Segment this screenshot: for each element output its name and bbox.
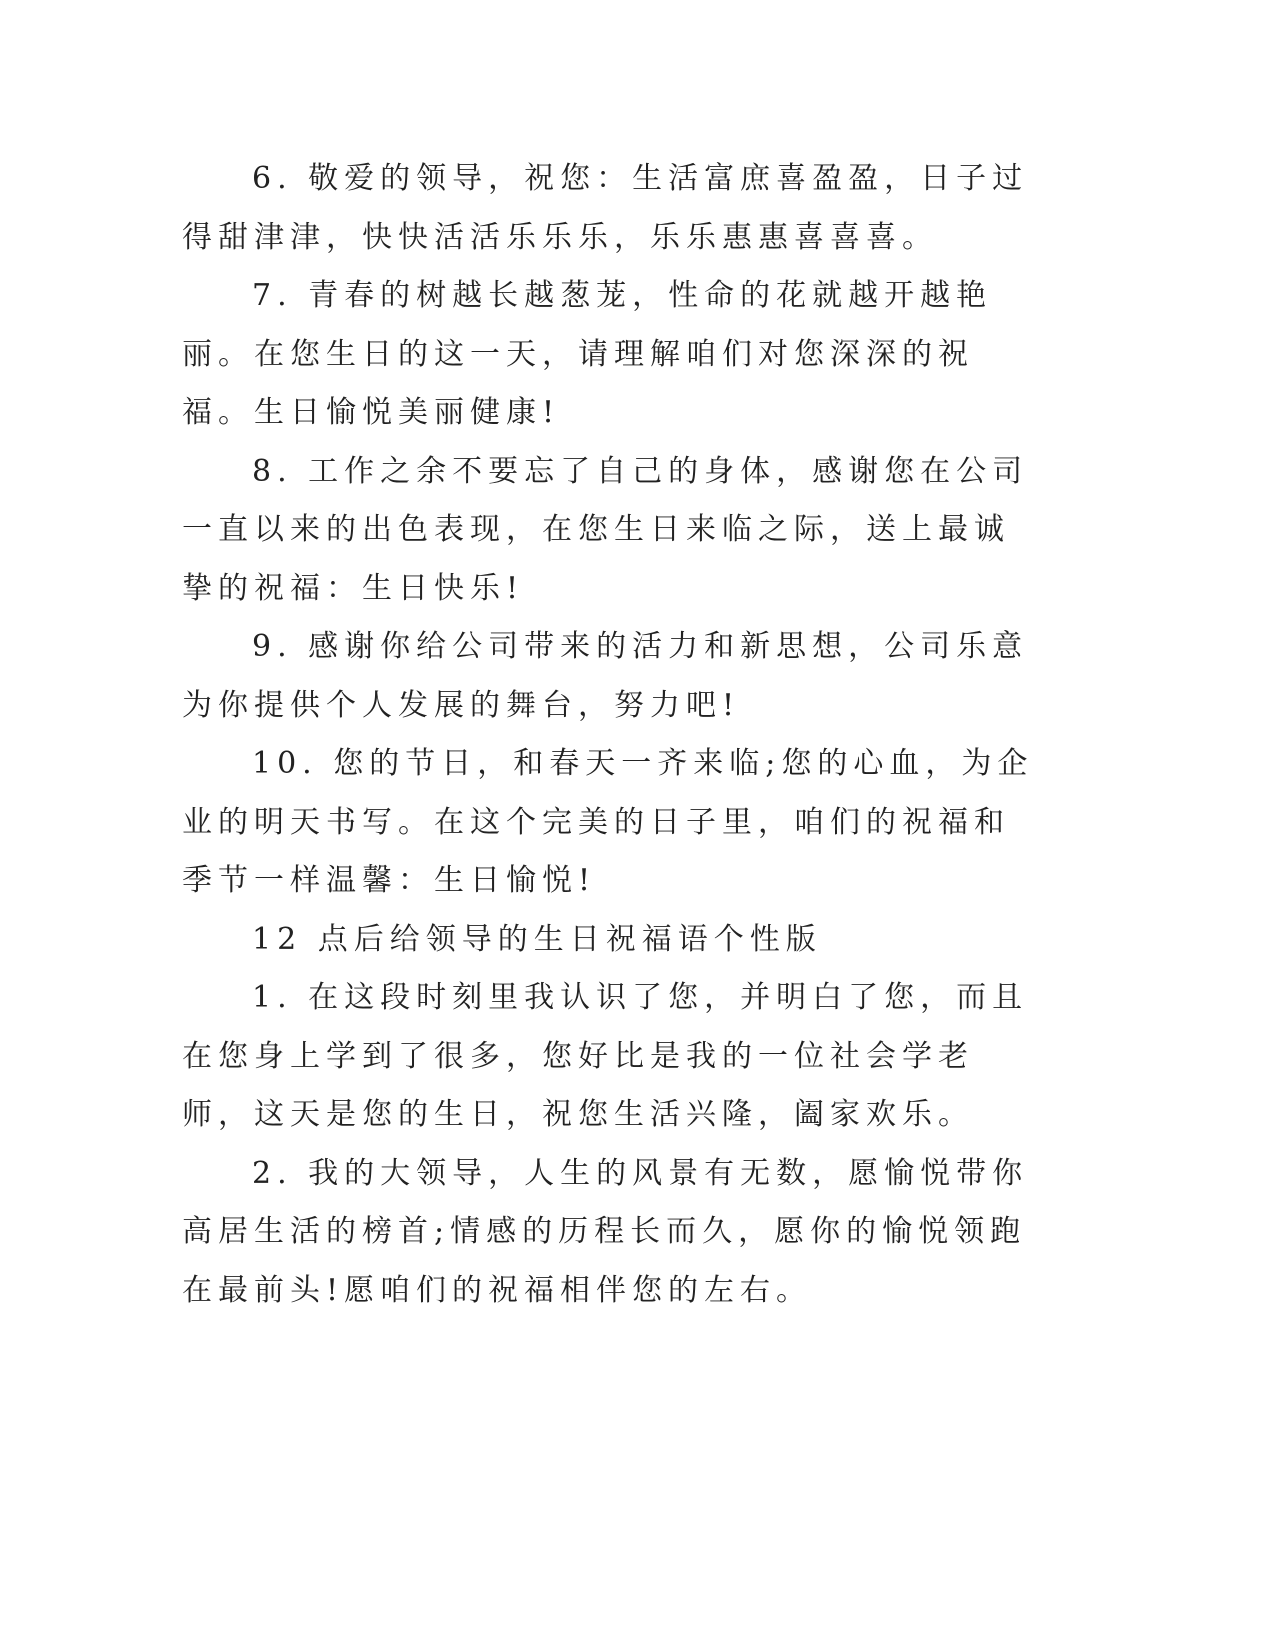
- paragraph-7: 7. 青春的树越长越葱茏，性命的花就越开越艳丽。在您生日的这一天，请理解咱们对您深深的祝福。生日愉悦美丽健康!: [182, 278, 993, 430]
- section-heading: 12 点后给领导的生日祝福语个性版: [252, 921, 822, 957]
- paragraph-9: 9. 感谢你给公司带来的活力和新思想，公司乐意为你提供个人发展的舞台，努力吧!: [182, 629, 1029, 723]
- paragraph-10: 10. 您的节日，和春天一齐来临;您的心血，为企业的明天书写。在这个完美的日子里，咱们的祝福和季节一样温馨：生日愉悦!: [182, 746, 1034, 898]
- document-body: [182, 150, 1042, 1320]
- paragraph-6: 6. 敬爱的领导，祝您：生活富庶喜盈盈，日子过得甜津津，快快活活乐乐乐，乐乐惠惠喜喜喜。: [182, 161, 1029, 255]
- paragraph-8: 8. 工作之余不要忘了自己的身体，感谢您在公司一直以来的出色表现，在您生日来临之际，送上最诚挚的祝福：生日快乐!: [182, 453, 1029, 606]
- paragraph-2: 2. 我的大领导，人生的风景有无数，愿愉悦带你高居生活的榜首;情感的历程长而久，愿你的愉悦领跑在最前头!愿咱们的祝福相伴您的左右。: [182, 1155, 1029, 1308]
- paragraph-1: 1. 在这段时刻里我认识了您，并明白了您，而且在您身上学到了很多，您好比是我的一位社会学老师，这天是您的生日，祝您生活兴隆，阖家欢乐。: [182, 980, 1029, 1132]
